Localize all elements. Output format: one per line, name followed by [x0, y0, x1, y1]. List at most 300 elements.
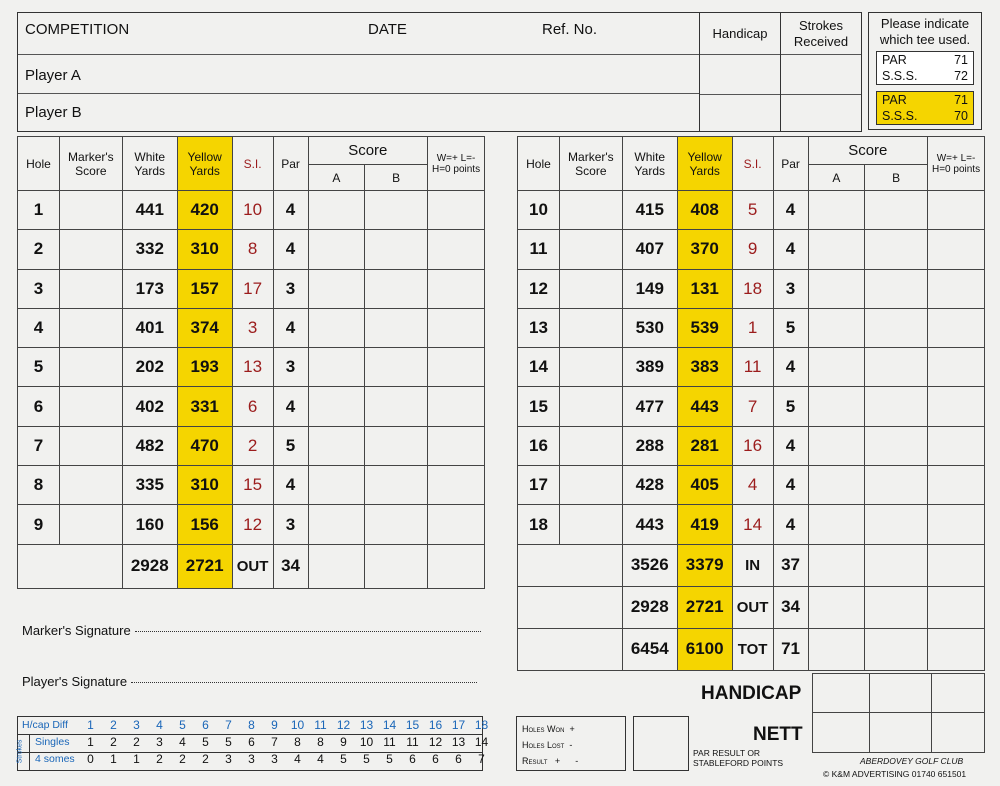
white-yards: 407: [622, 230, 677, 269]
back-nine-table: [517, 136, 985, 671]
foursomes-strokes-value: 6: [455, 751, 462, 766]
hole-number: 1: [18, 191, 60, 230]
tee-indicator: [868, 12, 982, 130]
header-row-competition: [18, 13, 699, 55]
singles-strokes-value: 10: [359, 734, 374, 749]
hcap-diff-value: 6: [202, 717, 209, 732]
stroke-index: 3: [232, 308, 273, 347]
foursomes-strokes-value: 2: [202, 751, 209, 766]
si-header: S.I.: [732, 137, 773, 191]
hole-row: [18, 387, 485, 426]
stroke-index: 17: [232, 269, 273, 308]
out-total-row: [18, 544, 485, 588]
points-cell[interactable]: [928, 348, 985, 387]
hole-row: [518, 505, 985, 544]
points-cell[interactable]: [928, 426, 985, 465]
singles-strokes-value: 12: [428, 734, 443, 749]
score-a-cell[interactable]: [808, 426, 865, 465]
player-signature-line[interactable]: [22, 674, 477, 689]
score-a-cell[interactable]: [808, 466, 865, 505]
yellow-yards: 310: [177, 230, 232, 269]
stroke-index: 11: [732, 348, 773, 387]
hcap-diff-value: 3: [133, 717, 140, 732]
marker-score-cell[interactable]: [59, 191, 122, 230]
total-par: 37: [773, 544, 808, 586]
player-signature-dots: [131, 682, 477, 683]
hcap-diff-value: 8: [248, 717, 255, 732]
points-cell[interactable]: [428, 269, 485, 308]
total-label: OUT: [732, 586, 773, 628]
white-yards-header: White Yards: [122, 137, 177, 191]
marker-score-cell[interactable]: [559, 308, 622, 347]
points-cell[interactable]: [428, 230, 485, 269]
total-par: 71: [773, 628, 808, 670]
score-a-cell[interactable]: [808, 191, 865, 230]
player-a-row[interactable]: [18, 55, 699, 94]
hcap-diff-value: 12: [336, 717, 351, 732]
par-result-label: PAR RESULT OR STABLEFORD POINTS: [693, 748, 784, 768]
par-value: 4: [773, 466, 808, 505]
foursomes-strokes-value: 7: [478, 751, 485, 766]
total-points[interactable]: [928, 544, 985, 586]
header-box: [17, 12, 700, 132]
total-score-a[interactable]: [808, 628, 865, 670]
handicap-b-cell[interactable]: [869, 674, 932, 713]
white-yards: 160: [122, 505, 177, 544]
score-a-cell[interactable]: [808, 308, 865, 347]
yellow-yards: 331: [177, 387, 232, 426]
hole-row: [18, 348, 485, 387]
handicap-nett-boxes: [812, 673, 985, 753]
par-value: 4: [273, 308, 308, 347]
white-yards: 428: [622, 466, 677, 505]
stroke-index: 13: [232, 348, 273, 387]
total-score-a[interactable]: [808, 544, 865, 586]
hcap-diff-value: 7: [225, 717, 232, 732]
singles-strokes-value: 14: [474, 734, 489, 749]
yellow-tee-box[interactable]: [876, 91, 974, 125]
handicap-points-cell[interactable]: [932, 674, 985, 713]
score-a-cell[interactable]: [308, 308, 365, 347]
score-b-header: B: [865, 165, 928, 191]
marker-score-header: Marker's Score: [559, 137, 622, 191]
foursomes-strokes-value: 1: [133, 751, 140, 766]
score-b-cell[interactable]: [865, 466, 928, 505]
par-value: 3: [273, 269, 308, 308]
points-header: W=+ L=- H=0 points: [928, 137, 985, 191]
white-yards-header: White Yards: [622, 137, 677, 191]
marker-score-cell[interactable]: [559, 426, 622, 465]
singles-strokes-value: 3: [156, 734, 163, 749]
foursomes-label: 4 somes: [35, 752, 75, 765]
marker-signature-label: Marker's Signature: [22, 623, 131, 638]
score-b-header: B: [365, 165, 428, 191]
points-cell[interactable]: [428, 348, 485, 387]
hcap-diff-value: 15: [405, 717, 420, 732]
score-a-cell[interactable]: [308, 426, 365, 465]
par-value: 4: [273, 466, 308, 505]
ref-label: Ref. No.: [542, 21, 598, 38]
marker-score-cell[interactable]: [559, 269, 622, 308]
hcap-diff-value: 1: [87, 717, 94, 732]
score-a-header: A: [308, 165, 365, 191]
hcap-diff-value: 9: [271, 717, 278, 732]
yellow-yards: 408: [677, 191, 732, 230]
points-cell[interactable]: [428, 466, 485, 505]
foursomes-strokes-value: 5: [363, 751, 370, 766]
score-b-cell[interactable]: [365, 230, 428, 269]
score-a-cell[interactable]: [808, 387, 865, 426]
si-header: S.I.: [232, 137, 273, 191]
tee-caption: Please indicate which tee used.: [879, 16, 971, 47]
stroke-index: 5: [732, 191, 773, 230]
yellow-yards: 539: [677, 308, 732, 347]
advertising-credit: © K&M ADVERTISING 01740 651501: [823, 769, 967, 779]
par-value: 3: [273, 348, 308, 387]
total-score-b[interactable]: [865, 544, 928, 586]
par-value: 4: [273, 387, 308, 426]
score-a-cell[interactable]: [808, 505, 865, 544]
score-header: Score: [308, 137, 428, 165]
holes-lost-label: Holes Lost: [522, 740, 565, 750]
par-value: 4: [773, 348, 808, 387]
score-b-cell[interactable]: [865, 505, 928, 544]
result-minus: -: [575, 756, 579, 766]
score-a-cell[interactable]: [808, 230, 865, 269]
total-label: IN: [732, 544, 773, 586]
white-sss-label: S.S.S.: [882, 69, 918, 83]
nett-label: NETT: [753, 724, 803, 745]
hole-row: [518, 387, 985, 426]
score-b-cell[interactable]: [865, 308, 928, 347]
hcap-diff-value: 17: [451, 717, 466, 732]
score-a-cell[interactable]: [808, 269, 865, 308]
holes-lost-row[interactable]: [522, 737, 620, 753]
yellow-sss-value: 70: [954, 109, 968, 123]
total-points[interactable]: [928, 628, 985, 670]
hole-row: [518, 426, 985, 465]
white-tee-box[interactable]: [876, 51, 974, 85]
foursomes-strokes-value: 2: [179, 751, 186, 766]
singles-strokes-value: 11: [383, 734, 396, 749]
total-label: OUT: [232, 544, 273, 588]
hole-number: 3: [18, 269, 60, 308]
white-yards: 401: [122, 308, 177, 347]
nett-points-cell[interactable]: [932, 713, 985, 752]
score-b-cell[interactable]: [365, 308, 428, 347]
score-a-cell[interactable]: [308, 230, 365, 269]
yellow-yards: 405: [677, 466, 732, 505]
hole-row: [518, 191, 985, 230]
total-points[interactable]: [428, 544, 485, 588]
yellow-yards: 420: [177, 191, 232, 230]
singles-strokes-value: 13: [451, 734, 466, 749]
par-header: Par: [273, 137, 308, 191]
points-cell[interactable]: [928, 308, 985, 347]
handicap-label: HANDICAP: [701, 683, 802, 704]
score-b-cell[interactable]: [365, 505, 428, 544]
hole-number: 5: [18, 348, 60, 387]
foursomes-strokes-value: 6: [432, 751, 439, 766]
yellow-yards: 443: [677, 387, 732, 426]
holes-won-sign: +: [569, 724, 575, 734]
marker-score-cell[interactable]: [59, 426, 122, 465]
points-cell[interactable]: [928, 230, 985, 269]
hole-row: [518, 308, 985, 347]
strokes-divider: [781, 94, 861, 95]
marker-score-header: Marker's Score: [59, 137, 122, 191]
hole-row: [18, 308, 485, 347]
singles-strokes-value: 8: [317, 734, 324, 749]
points-cell[interactable]: [428, 191, 485, 230]
strokes-header: Strokes Received: [781, 13, 861, 55]
score-b-cell[interactable]: [365, 191, 428, 230]
score-a-header: A: [808, 165, 865, 191]
handicap-a-cell[interactable]: [813, 674, 870, 713]
white-yards: 332: [122, 230, 177, 269]
hcap-diff-value: 5: [179, 717, 186, 732]
score-b-cell[interactable]: [865, 230, 928, 269]
marker-score-cell[interactable]: [559, 505, 622, 544]
score-b-cell[interactable]: [365, 348, 428, 387]
hcap-diff-value: 4: [156, 717, 163, 732]
foursomes-strokes-value: 4: [294, 751, 301, 766]
par-value: 5: [773, 308, 808, 347]
date-label: DATE: [368, 21, 407, 38]
yellow-yards: 131: [677, 269, 732, 308]
foursomes-strokes-value: 3: [271, 751, 278, 766]
score-b-cell[interactable]: [865, 426, 928, 465]
white-yards: 173: [122, 269, 177, 308]
yellow-yards: 310: [177, 466, 232, 505]
stroke-index: 7: [732, 387, 773, 426]
score-a-cell[interactable]: [308, 191, 365, 230]
yellow-sss-label: S.S.S.: [882, 109, 918, 123]
handicap-header: Handicap: [700, 13, 780, 55]
result-label: Result: [522, 756, 548, 766]
singles-strokes-value: 11: [406, 734, 419, 749]
stroke-index: 1: [732, 308, 773, 347]
points-cell[interactable]: [428, 387, 485, 426]
points-cell[interactable]: [428, 505, 485, 544]
score-b-cell[interactable]: [365, 466, 428, 505]
player-b-label: Player B: [25, 104, 82, 121]
marker-signature-dots: [135, 631, 481, 632]
foursomes-strokes-value: 5: [386, 751, 393, 766]
foursomes-strokes-value: 4: [317, 751, 324, 766]
yellow-yards: 157: [177, 269, 232, 308]
white-yards: 441: [122, 191, 177, 230]
hole-number: 18: [518, 505, 560, 544]
marker-score-cell[interactable]: [59, 348, 122, 387]
player-b-row[interactable]: [18, 94, 699, 131]
score-b-cell[interactable]: [365, 269, 428, 308]
total-score-b[interactable]: [865, 628, 928, 670]
hole-number: 13: [518, 308, 560, 347]
hole-number: 4: [18, 308, 60, 347]
nett-b-cell[interactable]: [869, 713, 932, 752]
marker-score-cell[interactable]: [559, 230, 622, 269]
score-b-cell[interactable]: [365, 387, 428, 426]
yellow-yards: 374: [177, 308, 232, 347]
hole-number: 15: [518, 387, 560, 426]
score-a-cell[interactable]: [808, 348, 865, 387]
hole-row: [518, 230, 985, 269]
stroke-index: 8: [232, 230, 273, 269]
white-par-label: PAR: [882, 53, 907, 67]
points-cell[interactable]: [428, 308, 485, 347]
foursomes-strokes-value: 6: [409, 751, 416, 766]
hole-row: [18, 269, 485, 308]
nett-a-cell[interactable]: [813, 713, 870, 752]
stroke-index: 15: [232, 466, 273, 505]
points-cell[interactable]: [928, 466, 985, 505]
hole-row: [518, 466, 985, 505]
score-a-cell[interactable]: [308, 269, 365, 308]
par-value: 4: [773, 505, 808, 544]
total-score-b[interactable]: [865, 586, 928, 628]
hcap-table: [19, 716, 493, 767]
par-value: 5: [773, 387, 808, 426]
score-a-cell[interactable]: [308, 466, 365, 505]
hole-header: Hole: [518, 137, 560, 191]
score-a-cell[interactable]: [308, 505, 365, 544]
white-yards: 443: [622, 505, 677, 544]
back-total-row: [518, 544, 985, 586]
singles-strokes-value: 2: [133, 734, 140, 749]
hcap-diff-value: 18: [474, 717, 489, 732]
total-points[interactable]: [928, 586, 985, 628]
score-b-cell[interactable]: [865, 269, 928, 308]
total-par: 34: [273, 544, 308, 588]
par-value: 4: [273, 230, 308, 269]
foursomes-strokes-value: 1: [110, 751, 117, 766]
points-cell[interactable]: [928, 505, 985, 544]
yellow-yards: 383: [677, 348, 732, 387]
hcap-diff-value: 13: [359, 717, 374, 732]
stroke-index: 6: [232, 387, 273, 426]
yellow-yards: 419: [677, 505, 732, 544]
holes-won-row[interactable]: [522, 721, 620, 737]
total-score-b[interactable]: [365, 544, 428, 588]
marker-score-cell[interactable]: [559, 348, 622, 387]
stroke-index: 9: [732, 230, 773, 269]
hole-row: [18, 505, 485, 544]
marker-score-cell[interactable]: [559, 466, 622, 505]
singles-strokes-value: 9: [340, 734, 347, 749]
yellow-par-label: PAR: [882, 93, 907, 107]
white-yards: 482: [122, 426, 177, 465]
marker-signature-line[interactable]: [22, 623, 481, 638]
result-row[interactable]: [522, 753, 620, 769]
hole-row: [18, 426, 485, 465]
singles-label: Singles: [35, 735, 70, 748]
white-yards: 202: [122, 348, 177, 387]
white-yards: 288: [622, 426, 677, 465]
score-a-cell[interactable]: [308, 348, 365, 387]
yellow-yards-header: Yellow Yards: [177, 137, 232, 191]
points-cell[interactable]: [928, 191, 985, 230]
hcap-diff-value: 10: [290, 717, 305, 732]
score-b-cell[interactable]: [365, 426, 428, 465]
singles-strokes-value: 2: [110, 734, 117, 749]
par-result-box[interactable]: [633, 716, 689, 771]
singles-strokes-value: 5: [202, 734, 209, 749]
par-value: 4: [773, 426, 808, 465]
hole-header: Hole: [18, 137, 60, 191]
marker-score-cell[interactable]: [59, 505, 122, 544]
hole-number: 14: [518, 348, 560, 387]
hole-number: 11: [518, 230, 560, 269]
score-b-cell[interactable]: [865, 348, 928, 387]
yellow-par-value: 71: [954, 93, 968, 107]
front-nine-table: [17, 136, 485, 589]
hcap-diff-value: 2: [110, 717, 117, 732]
score-a-cell[interactable]: [308, 387, 365, 426]
player-signature-label: Player's Signature: [22, 674, 128, 689]
points-cell[interactable]: [428, 426, 485, 465]
marker-score-cell[interactable]: [559, 191, 622, 230]
total-white-yards: 3526: [622, 544, 677, 586]
yellow-yards: 470: [177, 426, 232, 465]
par-value: 4: [773, 230, 808, 269]
marker-score-cell[interactable]: [59, 466, 122, 505]
score-b-cell[interactable]: [865, 191, 928, 230]
holes-lost-sign: -: [569, 740, 573, 750]
singles-strokes-value: 8: [294, 734, 301, 749]
total-score-a[interactable]: [808, 586, 865, 628]
total-white-yards: 6454: [622, 628, 677, 670]
points-cell[interactable]: [928, 387, 985, 426]
marker-score-cell[interactable]: [59, 269, 122, 308]
stroke-index: 18: [732, 269, 773, 308]
hcap-diff-value: 16: [428, 717, 443, 732]
total-white-yards: 2928: [122, 544, 177, 588]
white-yards: 149: [622, 269, 677, 308]
total-par: 34: [773, 586, 808, 628]
stroke-index: 2: [232, 426, 273, 465]
foursomes-strokes-value: 0: [87, 751, 94, 766]
hole-row: [18, 191, 485, 230]
yellow-yards-header: Yellow Yards: [677, 137, 732, 191]
white-yards: 530: [622, 308, 677, 347]
score-b-cell[interactable]: [865, 387, 928, 426]
total-yellow-yards: 2721: [677, 586, 732, 628]
total-score-a[interactable]: [308, 544, 365, 588]
back-total-row: [518, 586, 985, 628]
hole-number: 16: [518, 426, 560, 465]
stroke-index: 4: [732, 466, 773, 505]
marker-score-cell[interactable]: [59, 308, 122, 347]
points-cell[interactable]: [928, 269, 985, 308]
marker-score-cell[interactable]: [59, 230, 122, 269]
hcap-diff-label: H/cap Diff: [22, 718, 68, 731]
hole-number: 7: [18, 426, 60, 465]
hole-number: 6: [18, 387, 60, 426]
hole-row: [518, 348, 985, 387]
foursomes-strokes-value: 3: [225, 751, 232, 766]
foursomes-strokes-value: 5: [340, 751, 347, 766]
back-total-row: [518, 628, 985, 670]
total-blank: [518, 586, 623, 628]
par-value: 3: [273, 505, 308, 544]
white-par-value: 71: [954, 53, 968, 67]
marker-score-cell[interactable]: [59, 387, 122, 426]
holes-won-label: Holes Won: [522, 724, 565, 734]
marker-score-cell[interactable]: [559, 387, 622, 426]
yellow-yards: 193: [177, 348, 232, 387]
total-blank: [518, 544, 623, 586]
